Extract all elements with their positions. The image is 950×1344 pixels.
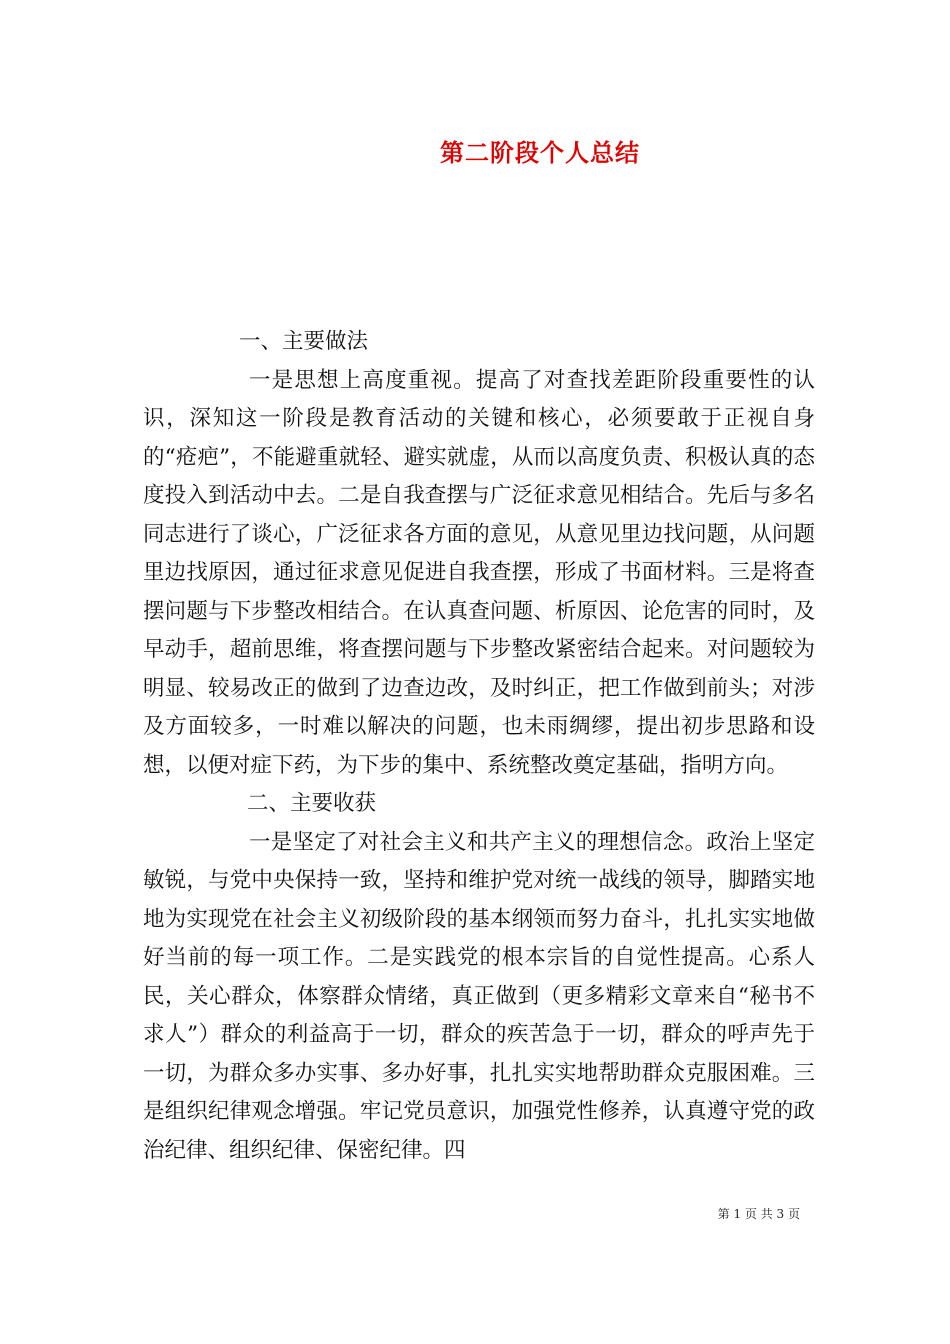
section-paragraph-gains: 一是坚定了对社会主义和共产主义的理想信念。政治上坚定敏锐，与党中央保持一致，坚持和维护党对统一战线的领导，脚踏实地地为实现党在社会主义初级阶段的基本纲领而努力奋斗，扎扎实实地做好当前的每一项工作。二是实践党的根本宗旨的自觉性提高。心系人民，关心群众，体察群众情绪，真正做到（更多精彩文章来自“秘书不求人”）群众的利益高于一切，群众的疾苦急于一切，群众的呼声先于一切，为群众多办实事、多办好事，扎扎实实地帮助群众克服困难。三是组织纪律观念增强。牢记党员意识，加强党性修养，认真遵守党的政治纪律、组织纪律、保密纪律。四 (143, 829, 815, 1163)
section-heading-gains: 二、主要收获 (247, 791, 377, 816)
document-body (143, 323, 815, 1170)
document-title: 第二阶段个人总结 (440, 138, 640, 167)
section-heading-methods: 一、主要做法 (239, 329, 369, 354)
section-paragraph-methods: 一是思想上高度重视。提高了对查找差距阶段重要性的认识，深知这一阶段是教育活动的关键和核心，必须要敢于正视自身的“疮疤”，不能避重就轻、避实就虚，从而以高度负责、积极认真的态度投入到活动中去。二是自我查摆与广泛征求意见相结合。先后与多名同志进行了谈心，广泛征求各方面的意见，从意见里边找问题，从问题里边找原因，通过征求意见促进自我查摆，形成了书面材料。三是将查摆问题与下步整改相结合。在认真查问题、析原因、论危害的同时，及早动手，超前思维，将查摆问题与下步整改紧密结合起来。对问题较为明显、较易改正的做到了边查边改，及时纠正，把工作做到前头；对涉及方面较多，一时难以解决的问题，也未雨绸缪，提出初步思路和设想，以便对症下药，为下步的集中、系统整改奠定基础，指明方向。 (143, 367, 815, 778)
page-number-footer: 第 1 页 共 3 页 (717, 1207, 800, 1221)
